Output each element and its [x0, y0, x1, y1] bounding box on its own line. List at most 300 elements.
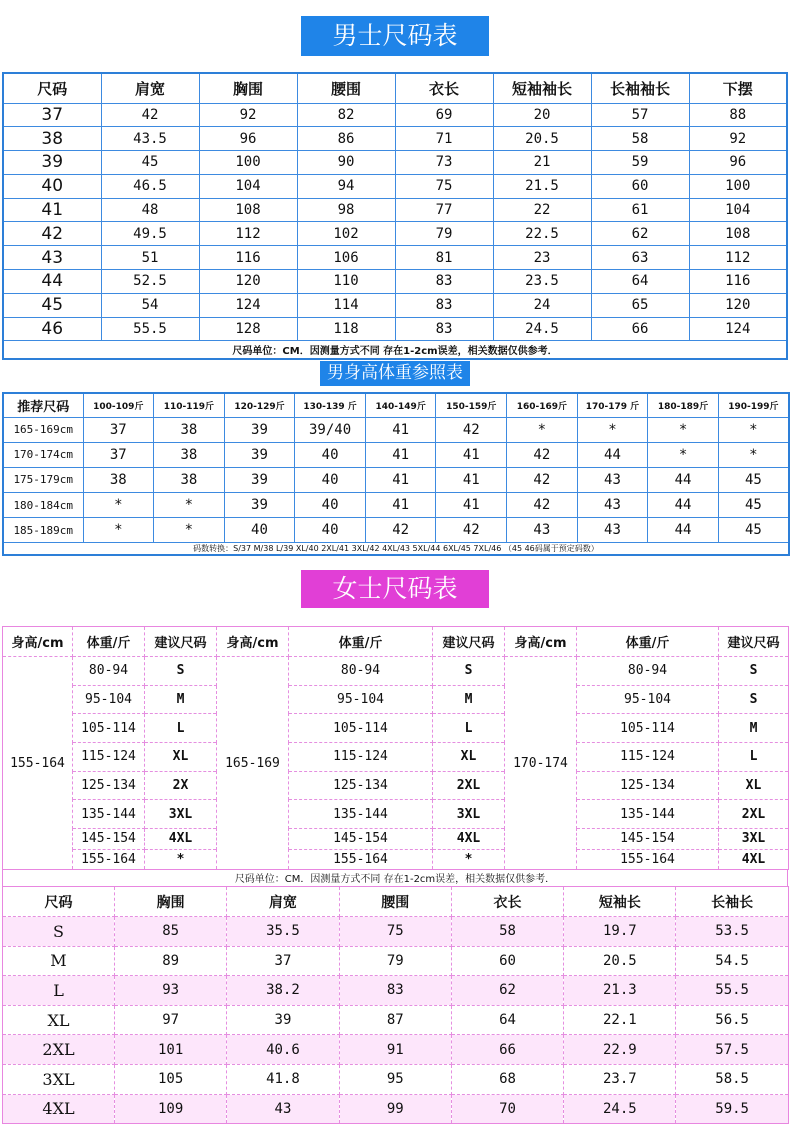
- value-cell: 68: [451, 1064, 563, 1094]
- size-cell: 2XL: [719, 800, 789, 829]
- size-cell: 41: [3, 198, 101, 222]
- table-row: [3, 127, 787, 151]
- size-cell: L: [145, 714, 217, 743]
- value-cell: 70: [451, 1094, 563, 1124]
- size-cell: 45: [718, 493, 789, 518]
- value-cell: 59: [591, 151, 689, 175]
- size-cell: 3XL: [719, 829, 789, 849]
- men-size-header-row: [3, 73, 787, 103]
- value-cell: 42: [101, 103, 199, 127]
- weight-cell: 115-124: [73, 743, 145, 772]
- table-row: [3, 151, 787, 175]
- table-row: [3, 317, 787, 341]
- height-cell: 175-179cm: [3, 467, 83, 492]
- size-cell: 43: [577, 518, 648, 543]
- women-size-header-row: [3, 887, 789, 917]
- value-cell: 100: [689, 174, 787, 198]
- size-cell: L: [719, 743, 789, 772]
- value-cell: 95: [339, 1064, 451, 1094]
- value-cell: 54.5: [676, 946, 788, 976]
- size-cell: 43: [507, 518, 578, 543]
- value-cell: 118: [297, 317, 395, 341]
- weight-cell: 105-114: [73, 714, 145, 743]
- value-cell: 60: [451, 946, 563, 976]
- value-cell: 54: [101, 293, 199, 317]
- size-cell: 37: [83, 417, 154, 442]
- size-cell: XL: [719, 771, 789, 800]
- value-cell: 105: [115, 1064, 227, 1094]
- size-cell: 3XL: [433, 800, 505, 829]
- value-cell: 100: [199, 151, 297, 175]
- size-cell: 46: [3, 317, 101, 341]
- column-header: 下摆: [689, 73, 787, 103]
- size-cell: 41: [365, 493, 436, 518]
- size-cell: 38: [154, 417, 225, 442]
- value-cell: 22: [493, 198, 591, 222]
- size-cell: *: [83, 518, 154, 543]
- value-cell: 37: [227, 946, 339, 976]
- size-cell: *: [145, 849, 217, 870]
- table-row: [3, 800, 789, 829]
- value-cell: 77: [395, 198, 493, 222]
- size-cell: S: [3, 917, 115, 947]
- size-cell: 42: [507, 493, 578, 518]
- column-header: 身高/cm: [505, 627, 577, 657]
- column-header: 推荐尺码: [3, 393, 83, 417]
- column-header: 100-109斤: [83, 393, 154, 417]
- height-cell: 170-174: [505, 657, 577, 870]
- value-cell: 114: [297, 293, 395, 317]
- women-recommend-table: [2, 626, 789, 870]
- table-row: [3, 417, 789, 442]
- size-cell: 40: [3, 174, 101, 198]
- value-cell: 20: [493, 103, 591, 127]
- value-cell: 64: [591, 269, 689, 293]
- value-cell: 21.3: [564, 976, 676, 1006]
- value-cell: 116: [689, 269, 787, 293]
- table-note: 码数转换：S/37 M/38 L/39 XL/40 2XL/41 3XL/42 4XL/43 5XL/44 6XL/45 7XL/46 （45 46码属于预定码数）: [3, 543, 789, 556]
- column-header: 120-129斤: [224, 393, 295, 417]
- value-cell: 63: [591, 246, 689, 270]
- weight-cell: 135-144: [289, 800, 433, 829]
- value-cell: 58: [451, 917, 563, 947]
- column-header: 体重/斤: [289, 627, 433, 657]
- value-cell: 21: [493, 151, 591, 175]
- height-cell: 155-164: [3, 657, 73, 870]
- column-header: 身高/cm: [3, 627, 73, 657]
- column-header: 建议尺码: [719, 627, 789, 657]
- weight-cell: 80-94: [577, 657, 719, 686]
- table-row: [3, 1035, 789, 1065]
- size-cell: 39: [224, 442, 295, 467]
- value-cell: 98: [297, 198, 395, 222]
- value-cell: 85: [115, 917, 227, 947]
- size-cell: 41: [365, 417, 436, 442]
- value-cell: 83: [395, 293, 493, 317]
- size-cell: XL: [145, 743, 217, 772]
- value-cell: 49.5: [101, 222, 199, 246]
- value-cell: 69: [395, 103, 493, 127]
- column-header: 110-119斤: [154, 393, 225, 417]
- size-cell: 42: [507, 442, 578, 467]
- table-row: [3, 1005, 789, 1035]
- size-cell: 4XL: [3, 1094, 115, 1124]
- table-row: [3, 829, 789, 849]
- value-cell: 57: [591, 103, 689, 127]
- size-cell: 44: [648, 493, 719, 518]
- size-cell: 4XL: [145, 829, 217, 849]
- value-cell: 81: [395, 246, 493, 270]
- value-cell: 24: [493, 293, 591, 317]
- weight-cell: 155-164: [289, 849, 433, 870]
- size-cell: 44: [648, 467, 719, 492]
- weight-cell: 115-124: [577, 743, 719, 772]
- table-row: [3, 269, 787, 293]
- value-cell: 97: [115, 1005, 227, 1035]
- value-cell: 23.7: [564, 1064, 676, 1094]
- column-header: 150-159斤: [436, 393, 507, 417]
- size-cell: 41: [365, 467, 436, 492]
- men-size-chart-title: 男士尺码表: [301, 16, 489, 56]
- value-cell: 58: [591, 127, 689, 151]
- size-cell: M: [3, 946, 115, 976]
- size-cell: 41: [436, 493, 507, 518]
- column-header: 建议尺码: [145, 627, 217, 657]
- column-header: 腰围: [297, 73, 395, 103]
- value-cell: 93: [115, 976, 227, 1006]
- size-cell: 42: [436, 417, 507, 442]
- value-cell: 83: [395, 317, 493, 341]
- weight-cell: 95-104: [73, 685, 145, 714]
- value-cell: 89: [115, 946, 227, 976]
- value-cell: 79: [339, 946, 451, 976]
- value-cell: 43.5: [101, 127, 199, 151]
- value-cell: 24.5: [564, 1094, 676, 1124]
- value-cell: 124: [199, 293, 297, 317]
- value-cell: 120: [689, 293, 787, 317]
- value-cell: 39: [227, 1005, 339, 1035]
- table-row: [3, 946, 789, 976]
- size-cell: 40: [295, 518, 366, 543]
- value-cell: 43: [227, 1094, 339, 1124]
- weight-cell: 115-124: [289, 743, 433, 772]
- size-cell: S: [719, 657, 789, 686]
- size-cell: 40: [224, 518, 295, 543]
- column-header: 体重/斤: [73, 627, 145, 657]
- size-cell: *: [577, 417, 648, 442]
- size-cell: *: [718, 417, 789, 442]
- table-row: [3, 743, 789, 772]
- value-cell: 109: [115, 1094, 227, 1124]
- value-cell: 23.5: [493, 269, 591, 293]
- weight-cell: 155-164: [73, 849, 145, 870]
- height-cell: 165-169: [217, 657, 289, 870]
- size-cell: *: [718, 442, 789, 467]
- value-cell: 108: [689, 222, 787, 246]
- weight-cell: 145-154: [73, 829, 145, 849]
- size-cell: 43: [577, 467, 648, 492]
- value-cell: 20.5: [493, 127, 591, 151]
- weight-cell: 95-104: [577, 685, 719, 714]
- men-height-weight-table: [2, 392, 790, 556]
- table-note: 尺码单位：CM．因测量方式不同 存在1-2cm误差，相关数据仅供参考．: [3, 341, 787, 359]
- value-cell: 75: [339, 917, 451, 947]
- weight-cell: 145-154: [289, 829, 433, 849]
- size-cell: *: [433, 849, 505, 870]
- weight-cell: 155-164: [577, 849, 719, 870]
- value-cell: 87: [339, 1005, 451, 1035]
- column-header: 建议尺码: [433, 627, 505, 657]
- value-cell: 116: [199, 246, 297, 270]
- value-cell: 73: [395, 151, 493, 175]
- size-cell: S: [719, 685, 789, 714]
- value-cell: 64: [451, 1005, 563, 1035]
- size-cell: 38: [154, 467, 225, 492]
- weight-cell: 135-144: [73, 800, 145, 829]
- size-cell: L: [3, 976, 115, 1006]
- weight-cell: 95-104: [289, 685, 433, 714]
- value-cell: 88: [689, 103, 787, 127]
- size-cell: 43: [3, 246, 101, 270]
- men-size-table: [2, 72, 788, 360]
- value-cell: 62: [591, 222, 689, 246]
- size-cell: 39/40: [295, 417, 366, 442]
- value-cell: 91: [339, 1035, 451, 1065]
- value-cell: 83: [395, 269, 493, 293]
- value-cell: 59.5: [676, 1094, 788, 1124]
- size-cell: 44: [577, 442, 648, 467]
- size-cell: 41: [436, 442, 507, 467]
- column-header: 160-169斤: [507, 393, 578, 417]
- value-cell: 35.5: [227, 917, 339, 947]
- table-row: [3, 442, 789, 467]
- value-cell: 106: [297, 246, 395, 270]
- table-row: [3, 917, 789, 947]
- size-cell: M: [719, 714, 789, 743]
- size-cell: M: [145, 685, 217, 714]
- size-cell: 45: [718, 518, 789, 543]
- size-cell: 41: [365, 442, 436, 467]
- value-cell: 86: [297, 127, 395, 151]
- value-cell: 96: [199, 127, 297, 151]
- size-cell: 37: [83, 442, 154, 467]
- men-height-weight-title: 男身高体重参照表: [320, 361, 470, 386]
- size-cell: 40: [295, 493, 366, 518]
- column-header: 130-139 斤: [295, 393, 366, 417]
- value-cell: 108: [199, 198, 297, 222]
- value-cell: 24.5: [493, 317, 591, 341]
- value-cell: 55.5: [101, 317, 199, 341]
- value-cell: 94: [297, 174, 395, 198]
- value-cell: 53.5: [676, 917, 788, 947]
- size-cell: 3XL: [145, 800, 217, 829]
- table-note-row: [3, 341, 787, 359]
- size-cell: *: [507, 417, 578, 442]
- table-note-row: [3, 543, 789, 556]
- size-cell: 4XL: [433, 829, 505, 849]
- value-cell: 90: [297, 151, 395, 175]
- size-cell: XL: [433, 743, 505, 772]
- table-row: [3, 293, 787, 317]
- size-cell: *: [154, 493, 225, 518]
- column-header: 身高/cm: [217, 627, 289, 657]
- size-cell: 42: [3, 222, 101, 246]
- size-cell: 45: [3, 293, 101, 317]
- value-cell: 101: [115, 1035, 227, 1065]
- weight-cell: 80-94: [73, 657, 145, 686]
- column-header: 尺码: [3, 73, 101, 103]
- size-cell: 42: [507, 467, 578, 492]
- value-cell: 45: [101, 151, 199, 175]
- column-header: 肩宽: [227, 887, 339, 917]
- women-table-note: 尺码单位：CM．因测量方式不同 存在1-2cm误差，相关数据仅供参考．: [2, 870, 788, 886]
- size-cell: 44: [3, 269, 101, 293]
- value-cell: 128: [199, 317, 297, 341]
- women-recommend-header-row: [3, 627, 789, 657]
- value-cell: 41.8: [227, 1064, 339, 1094]
- value-cell: 60: [591, 174, 689, 198]
- size-cell: 41: [436, 467, 507, 492]
- table-row: [3, 1064, 789, 1094]
- value-cell: 104: [689, 198, 787, 222]
- value-cell: 79: [395, 222, 493, 246]
- value-cell: 66: [451, 1035, 563, 1065]
- size-cell: 44: [648, 518, 719, 543]
- value-cell: 83: [339, 976, 451, 1006]
- column-header: 尺码: [3, 887, 115, 917]
- value-cell: 22.9: [564, 1035, 676, 1065]
- ref-header-row: [3, 393, 789, 417]
- size-cell: 2XL: [3, 1035, 115, 1065]
- weight-cell: 125-134: [289, 771, 433, 800]
- value-cell: 19.7: [564, 917, 676, 947]
- value-cell: 82: [297, 103, 395, 127]
- value-cell: 66: [591, 317, 689, 341]
- column-header: 短袖袖长: [493, 73, 591, 103]
- column-header: 短袖长: [564, 887, 676, 917]
- size-cell: 40: [295, 442, 366, 467]
- value-cell: 46.5: [101, 174, 199, 198]
- table-row: [3, 198, 787, 222]
- column-header: 肩宽: [101, 73, 199, 103]
- column-header: 140-149斤: [365, 393, 436, 417]
- size-cell: 45: [718, 467, 789, 492]
- size-cell: 40: [295, 467, 366, 492]
- column-header: 190-199斤: [718, 393, 789, 417]
- size-cell: *: [154, 518, 225, 543]
- table-row: [3, 493, 789, 518]
- value-cell: 38.2: [227, 976, 339, 1006]
- size-cell: M: [433, 685, 505, 714]
- value-cell: 99: [339, 1094, 451, 1124]
- size-cell: 43: [577, 493, 648, 518]
- value-cell: 120: [199, 269, 297, 293]
- value-cell: 21.5: [493, 174, 591, 198]
- column-header: 衣长: [451, 887, 563, 917]
- value-cell: 92: [689, 127, 787, 151]
- value-cell: 75: [395, 174, 493, 198]
- column-header: 衣长: [395, 73, 493, 103]
- value-cell: 65: [591, 293, 689, 317]
- column-header: 180-189斤: [648, 393, 719, 417]
- value-cell: 20.5: [564, 946, 676, 976]
- size-cell: *: [648, 417, 719, 442]
- size-cell: 39: [224, 493, 295, 518]
- value-cell: 56.5: [676, 1005, 788, 1035]
- column-header: 长袖袖长: [591, 73, 689, 103]
- size-cell: 39: [224, 417, 295, 442]
- size-cell: *: [648, 442, 719, 467]
- column-header: 胸围: [199, 73, 297, 103]
- table-row: [3, 771, 789, 800]
- value-cell: 51: [101, 246, 199, 270]
- column-header: 长袖长: [676, 887, 788, 917]
- value-cell: 112: [199, 222, 297, 246]
- height-cell: 185-189cm: [3, 518, 83, 543]
- size-cell: XL: [3, 1005, 115, 1035]
- size-cell: *: [83, 493, 154, 518]
- weight-cell: 145-154: [577, 829, 719, 849]
- weight-cell: 105-114: [577, 714, 719, 743]
- table-row: [3, 174, 787, 198]
- table-row: [3, 467, 789, 492]
- value-cell: 57.5: [676, 1035, 788, 1065]
- table-row: [3, 714, 789, 743]
- value-cell: 124: [689, 317, 787, 341]
- table-row: [3, 657, 789, 686]
- size-cell: 38: [83, 467, 154, 492]
- value-cell: 61: [591, 198, 689, 222]
- table-row: [3, 849, 789, 870]
- women-size-chart-title: 女士尺码表: [301, 570, 489, 608]
- value-cell: 92: [199, 103, 297, 127]
- weight-cell: 80-94: [289, 657, 433, 686]
- weight-cell: 105-114: [289, 714, 433, 743]
- value-cell: 58.5: [676, 1064, 788, 1094]
- value-cell: 22.5: [493, 222, 591, 246]
- table-row: [3, 976, 789, 1006]
- value-cell: 48: [101, 198, 199, 222]
- value-cell: 110: [297, 269, 395, 293]
- value-cell: 22.1: [564, 1005, 676, 1035]
- table-row: [3, 685, 789, 714]
- height-cell: 165-169cm: [3, 417, 83, 442]
- size-cell: 38: [154, 442, 225, 467]
- weight-cell: 125-134: [577, 771, 719, 800]
- size-cell: S: [145, 657, 217, 686]
- value-cell: 104: [199, 174, 297, 198]
- column-header: 体重/斤: [577, 627, 719, 657]
- table-row: [3, 222, 787, 246]
- value-cell: 96: [689, 151, 787, 175]
- column-header: 胸围: [115, 887, 227, 917]
- size-cell: 39: [224, 467, 295, 492]
- value-cell: 40.6: [227, 1035, 339, 1065]
- table-row: [3, 1094, 789, 1124]
- size-cell: 38: [3, 127, 101, 151]
- weight-cell: 135-144: [577, 800, 719, 829]
- size-cell: 42: [436, 518, 507, 543]
- value-cell: 23: [493, 246, 591, 270]
- size-cell: 4XL: [719, 849, 789, 870]
- value-cell: 71: [395, 127, 493, 151]
- size-cell: 42: [365, 518, 436, 543]
- value-cell: 62: [451, 976, 563, 1006]
- size-cell: 2X: [145, 771, 217, 800]
- size-cell: S: [433, 657, 505, 686]
- table-row: [3, 103, 787, 127]
- column-header: 腰围: [339, 887, 451, 917]
